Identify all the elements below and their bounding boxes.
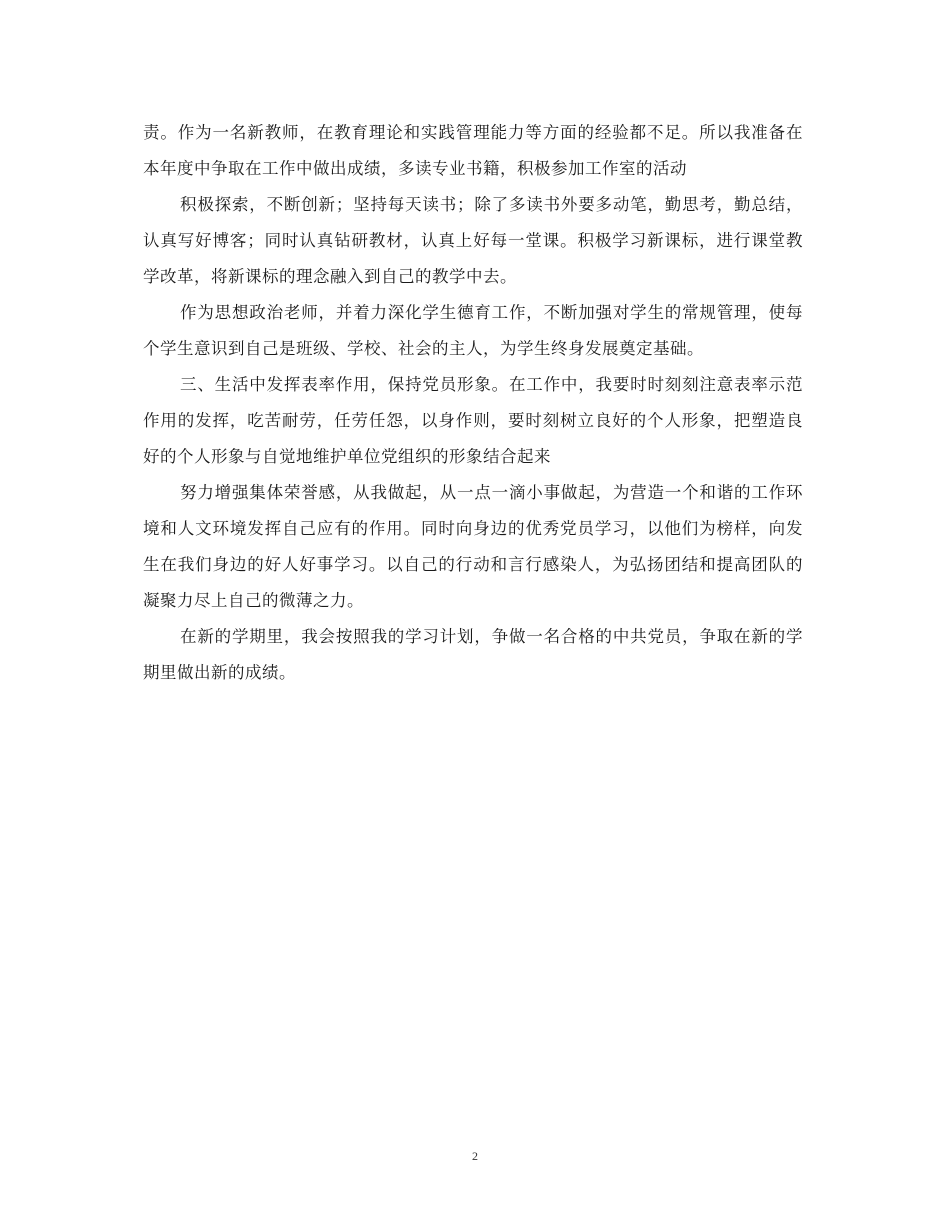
paragraph-1: 责。作为一名新教师，在教育理论和实践管理能力等方面的经验都不足。所以我准备在本年度中争取在工作中做出成绩，多读专业书籍，积极参加工作室的活动 <box>143 123 803 178</box>
paragraph-2: 积极探索，不断创新；坚持每天读书；除了多读书外要多动笔，勤思考，勤总结，认真写好博客；同时认真钻研教材，认真上好每一堂课。积极学习新课标，进行课堂教学改革，将新课标的理念融入到自己的教学中去。 <box>143 195 803 286</box>
document-body <box>143 115 803 691</box>
paragraph-6: 在新的学期里，我会按照我的学习计划，争做一名合格的中共党员，争取在新的学期里做出新的成绩。 <box>143 627 803 682</box>
page-number: 2 <box>472 1149 478 1163</box>
paragraph-5: 努力增强集体荣誉感，从我做起，从一点一滴小事做起，为营造一个和谐的工作环境和人文环境发挥自己应有的作用。同时向身边的优秀党员学习，以他们为榜样，向发生在我们身边的好人好事学习。以自己的行动和言行感染人，为弘扬团结和提高团队的凝聚力尽上自己的微薄之力。 <box>143 483 803 610</box>
paragraph-3: 作为思想政治老师，并着力深化学生德育工作，不断加强对学生的常规管理，使每个学生意识到自己是班级、学校、社会的主人，为学生终身发展奠定基础。 <box>143 303 803 358</box>
paragraph-4: 三、生活中发挥表率作用，保持党员形象。在工作中，我要时时刻刻注意表率示范作用的发挥，吃苦耐劳，任劳任怨，以身作则，要时刻树立良好的个人形象，把塑造良好的个人形象与自觉地维护单位党组织的形象结合起来 <box>143 375 803 466</box>
